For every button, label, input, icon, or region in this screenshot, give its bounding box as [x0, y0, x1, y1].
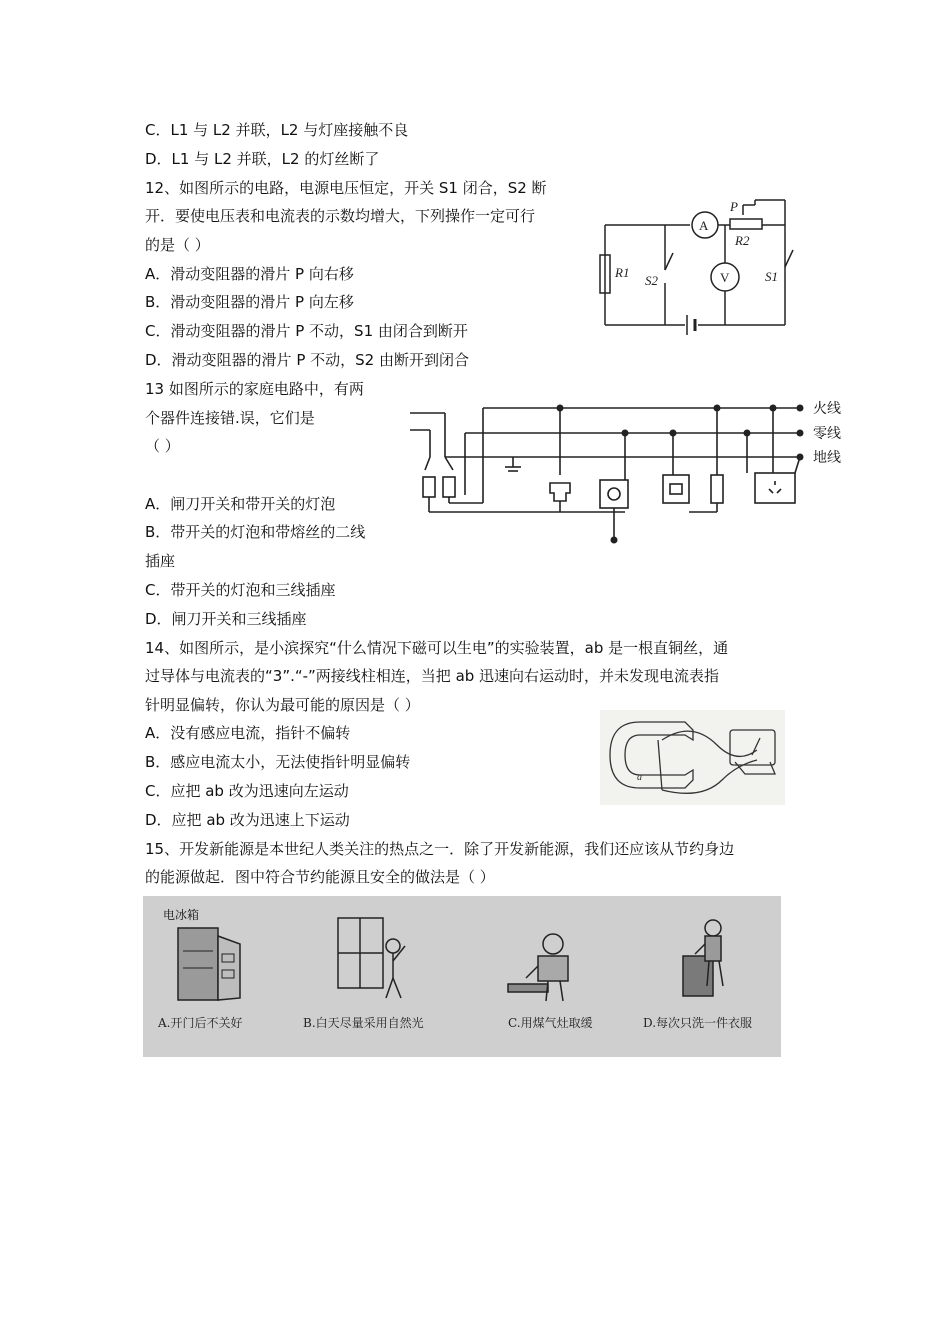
q12-circuit-diagram [595, 195, 815, 345]
q14-stem-line2: 过导体与电流表的“3”.“-”两接线柱相连，当把 ab 迅速向右运动时，并未发现电流表指 [145, 667, 720, 685]
q15-caption-a: A.开门后不关好 [158, 1016, 243, 1030]
q15-options-image [143, 896, 781, 1057]
q14-a-label: a [637, 772, 642, 783]
q11-option-c: C．L1 与 L2 并联，L2 与灯座接触不良 [145, 121, 409, 139]
q15-caption-c: C.用煤气灶取缓 [508, 1016, 593, 1030]
q12-ammeter-label: A [699, 218, 709, 233]
q13-option-b-line2: 插座 [145, 552, 176, 570]
q14-option-d: D．应把 ab 改为迅速上下运动 [145, 811, 350, 829]
washing-machine-icon [643, 906, 773, 1016]
q13-option-d: D．闸刀开关和三线插座 [145, 610, 307, 628]
q13-stem-line3: （ ） [145, 437, 180, 455]
q13-neutral-wire-label: 零线 [813, 426, 841, 442]
q12-s2-label: S2 [645, 273, 658, 288]
q15-fridge-label: 电冰箱 [163, 908, 200, 922]
q13-option-b-line1: B．带开关的灯泡和带熔丝的二线 [145, 523, 366, 541]
q14-stem-line1: 14、如图所示，是小滨探究“什么情况下磁可以生电”的实验装置，ab 是一根直铜丝，通 [145, 639, 729, 657]
q14-option-b: B．感应电流太小，无法使指针明显偏转 [145, 753, 411, 771]
q15-stem-line2: 的能源做起．图中符合节约能源且安全的做法是（ ） [145, 868, 495, 886]
q12-r1-label: R1 [615, 265, 630, 280]
q14-induction-apparatus-image [600, 710, 785, 805]
q15-stem-line1: 15、开发新能源是本世纪人类关注的热点之一．除了开发新能源，我们还应该从节约身边 [145, 840, 735, 858]
q13-stem-line2: 个器件连接错.误，它们是 [145, 409, 315, 427]
q13-option-a: A．闸刀开关和带开关的灯泡 [145, 495, 336, 513]
window-icon [313, 906, 443, 1016]
q12-voltmeter-label: V [720, 270, 730, 285]
q15-panel-c [488, 906, 618, 1016]
q13-household-circuit-diagram [405, 395, 850, 550]
q14-option-c: C．应把 ab 改为迅速向左运动 [145, 782, 349, 800]
q15-panel-d [643, 906, 773, 1016]
q12-p-label: P [730, 199, 738, 214]
q12-option-c: C．滑动变阻器的滑片 P 不动，S1 由闭合到断开 [145, 322, 468, 340]
q12-stem-line2: 开．要使电压表和电流表的示数均增大，下列操作一定可行 [145, 207, 536, 225]
q12-option-a: A．滑动变阻器的滑片 P 向右移 [145, 265, 354, 283]
q12-s1-label: S1 [765, 269, 778, 284]
q14-stem-line3: 针明显偏转，你认为最可能的原因是（ ） [145, 696, 420, 714]
q13-option-c: C．带开关的灯泡和三线插座 [145, 581, 336, 599]
q15-caption-b: B.白天尽量采用自然光 [303, 1016, 424, 1030]
q13-live-wire-label: 火线 [813, 401, 841, 417]
q12-stem-line3: 的是（ ） [145, 236, 210, 254]
q12-stem-line1: 12、如图所示的电路，电源电压恒定，开关 S1 闭合，S2 断 [145, 179, 547, 197]
q13-ground-wire-label: 地线 [813, 450, 841, 466]
q12-r2-label: R2 [735, 233, 750, 248]
q12-option-d: D．滑动变阻器的滑片 P 不动，S2 由断开到闭合 [145, 351, 469, 369]
q15-panel-b [313, 906, 443, 1016]
q11-option-d: D．L1 与 L2 并联，L2 的灯丝断了 [145, 150, 380, 168]
q14-option-a: A．没有感应电流，指针不偏转 [145, 724, 351, 742]
q13-stem-line1: 13 如图所示的家庭电路中，有两 [145, 380, 364, 398]
q12-option-b: B．滑动变阻器的滑片 P 向左移 [145, 293, 354, 311]
q15-caption-d: D.每次只洗一件衣服 [643, 1016, 753, 1030]
q15-panel-a [158, 906, 288, 1016]
gas-stove-icon [488, 906, 618, 1016]
